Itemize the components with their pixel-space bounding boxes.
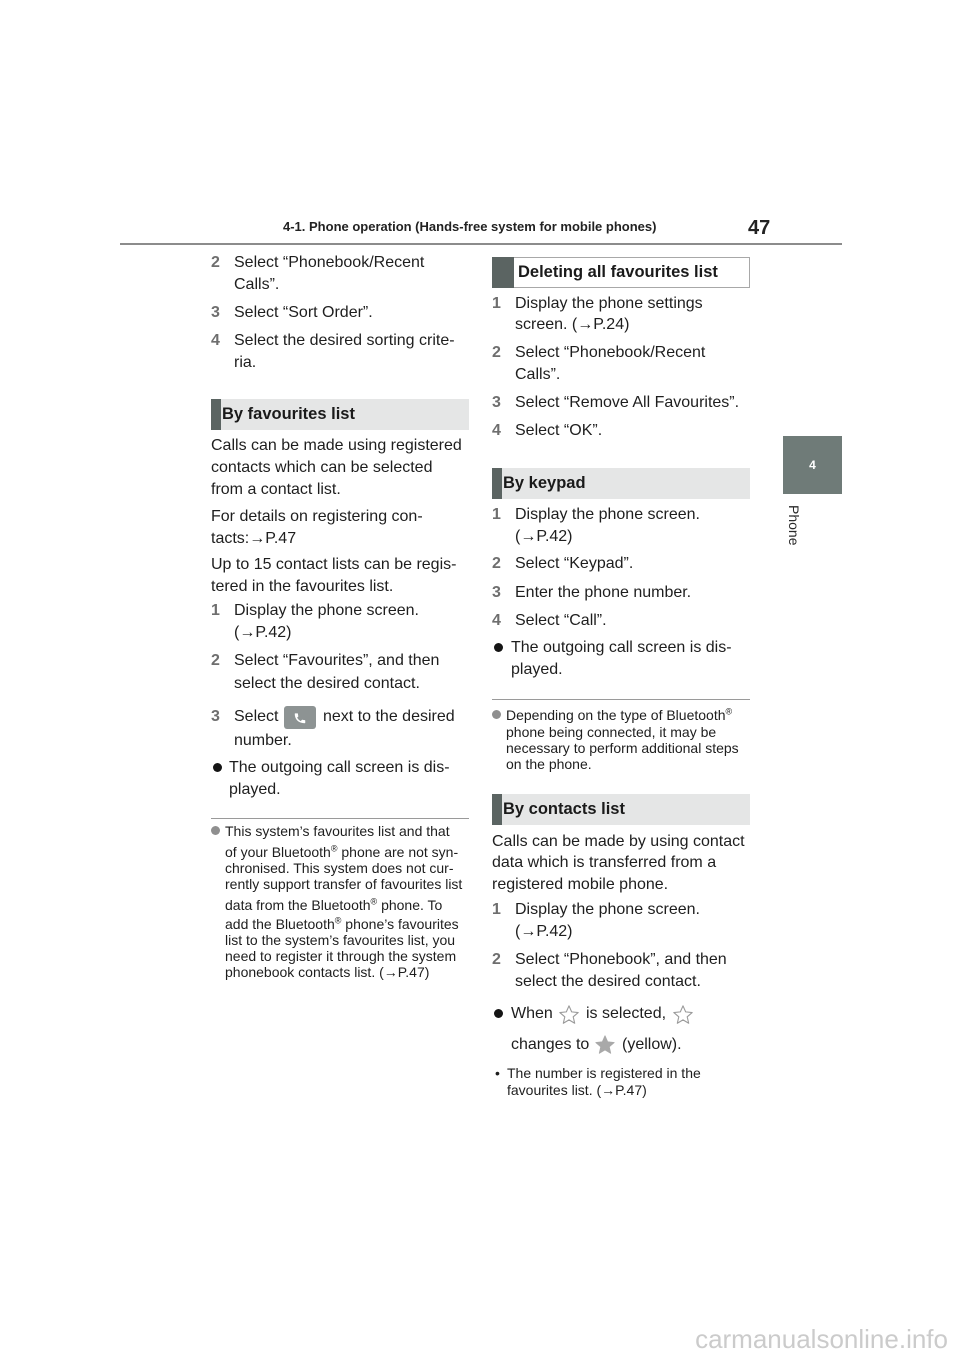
paragraph-line: Up to 15 contact lists can be regis- <box>211 556 457 573</box>
note-line: list to the system’s favourites list, you <box>225 932 456 948</box>
heading-text: By keypad <box>503 474 586 492</box>
step-text: ria. <box>234 354 257 371</box>
step-number: 3 <box>211 708 220 725</box>
step-text: (→P.42) <box>515 528 573 545</box>
step-text: Enter the phone number. <box>515 584 692 601</box>
note-line: phone being connected, it may be <box>506 724 717 740</box>
registered-mark: ® <box>334 915 342 926</box>
note-line <box>225 916 459 932</box>
chapter-number: 4 <box>809 458 816 472</box>
star-outline-icon <box>672 1004 694 1026</box>
step-text: Display the phone screen. <box>515 901 700 918</box>
heading-text: Deleting all favourites list <box>518 263 718 281</box>
note-line <box>506 707 732 723</box>
note-line: necessary to perform additional steps <box>506 740 739 756</box>
note-text: data from the Bluetooth <box>225 897 371 913</box>
note-line <box>225 844 458 860</box>
heading-bar <box>492 257 514 288</box>
step-number: 4 <box>492 612 501 629</box>
step-text: Display the phone screen. <box>234 602 419 619</box>
bullet-icon <box>494 643 503 652</box>
section-title: 4-1. Phone operation (Hands-free system for mobile phones) <box>283 219 657 234</box>
header-rule <box>120 243 842 245</box>
step-text: Select “OK”. <box>515 422 603 439</box>
step-number: 3 <box>492 394 501 411</box>
bullet-text: changes to <box>511 1036 590 1053</box>
step-number: 1 <box>492 295 501 312</box>
note-line: on the phone. <box>506 756 592 772</box>
note-line: chronised. This system does not cur- <box>225 860 454 876</box>
note-bullet-icon <box>211 826 220 835</box>
section-heading-favourites <box>211 399 469 430</box>
step-text: Select “Call”. <box>515 612 607 629</box>
step-text: next to the desired <box>323 708 455 725</box>
step-text: Select “Favourites”, and then <box>234 652 440 669</box>
sub-note-line: The number is registered in the <box>507 1065 701 1081</box>
bullet-text: played. <box>229 781 281 798</box>
bullet-text: The outgoing call screen is dis- <box>229 759 450 776</box>
step-text: select the desired contact. <box>515 973 701 990</box>
phone-icon <box>293 711 307 725</box>
note-text: Depending on the type of Bluetooth <box>506 707 726 723</box>
step-number: 2 <box>492 344 501 361</box>
paragraph-line: from a contact list. <box>211 481 341 498</box>
watermark: carmanualsonline.info <box>695 1324 948 1354</box>
step-number: 3 <box>211 304 220 321</box>
bullet-icon <box>494 1009 503 1018</box>
paragraph-line: For details on registering con- <box>211 508 423 525</box>
heading-bar <box>492 794 502 825</box>
step-text: Calls”. <box>515 366 561 383</box>
note-text: phone. To <box>377 897 443 913</box>
step-number: 4 <box>211 332 220 349</box>
step-text: Calls”. <box>234 276 280 293</box>
step-text: Display the phone screen. <box>515 506 700 523</box>
note-text: phone are not syn- <box>337 844 459 860</box>
step-number: 2 <box>211 254 220 271</box>
step-text: Display the phone settings <box>515 295 703 312</box>
section-heading-keypad <box>492 468 750 499</box>
note-line: phonebook contacts list. (→P.47) <box>225 964 430 980</box>
step-number: 3 <box>492 584 501 601</box>
heading-bar <box>211 399 221 430</box>
section-heading-delete-all <box>492 257 750 288</box>
bullet-text: When <box>511 1005 553 1022</box>
registered-mark: ® <box>370 896 378 907</box>
page-number: 47 <box>748 217 771 239</box>
paragraph-line: tacts:→P.47 <box>211 530 297 547</box>
step-text: (→P.42) <box>515 923 573 940</box>
paragraph-line: registered mobile phone. <box>492 876 669 893</box>
note-text: phone’s favourites <box>341 916 459 932</box>
note-text: of your Bluetooth <box>225 844 331 860</box>
step-text: Select the desired sorting crite- <box>234 332 455 349</box>
chapter-tab <box>783 436 842 494</box>
step-text: Select <box>234 708 279 725</box>
step-text: Select “Sort Order”. <box>234 304 373 321</box>
step-text: (→P.42) <box>234 624 292 641</box>
step-text: number. <box>234 732 292 749</box>
note-bullet-icon <box>492 710 501 719</box>
step-number: 2 <box>492 555 501 572</box>
note-divider <box>492 699 750 700</box>
chapter-label: Phone <box>786 505 802 546</box>
section-heading-contacts <box>492 794 750 825</box>
sub-note-line: favourites list. (→P.47) <box>507 1082 647 1098</box>
bullet-icon <box>213 763 222 772</box>
step-text: Select “Phonebook/Recent <box>515 344 706 361</box>
note-divider <box>211 818 469 819</box>
star-filled-icon <box>594 1034 616 1056</box>
registered-mark: ® <box>330 843 338 854</box>
bullet-text: (yellow). <box>622 1036 682 1053</box>
step-number: 2 <box>211 652 220 669</box>
step-text: select the desired contact. <box>234 675 420 692</box>
step-text: Select “Remove All Favourites”. <box>515 394 740 411</box>
step-text: Select “Phonebook/Recent <box>234 254 425 271</box>
note-line: need to register it through the system <box>225 948 457 964</box>
registered-mark: ® <box>725 706 733 717</box>
phone-call-button <box>284 706 316 729</box>
note-line: This system’s favourites list and that <box>225 823 450 839</box>
paragraph-line: Calls can be made using registered <box>211 437 462 454</box>
paragraph-line: data which is transferred from a <box>492 854 717 871</box>
sub-bullet-marker: • <box>495 1065 500 1081</box>
paragraph-line: Calls can be made by using contact <box>492 833 745 850</box>
step-number: 1 <box>211 602 220 619</box>
paragraph-line: tered in the favourites list. <box>211 578 394 595</box>
step-number: 1 <box>492 901 501 918</box>
bullet-text: The outgoing call screen is dis- <box>511 639 732 656</box>
paragraph-line: contacts which can be selected <box>211 459 433 476</box>
note-line: rently support transfer of favourites list <box>225 876 463 892</box>
step-number: 2 <box>492 951 501 968</box>
heading-text: By favourites list <box>222 405 355 423</box>
star-outline-icon <box>558 1004 580 1026</box>
note-text: add the Bluetooth <box>225 916 335 932</box>
bullet-text: played. <box>511 661 563 678</box>
step-number: 1 <box>492 506 501 523</box>
step-text: Select “Keypad”. <box>515 555 634 572</box>
heading-bar <box>492 468 502 499</box>
step-text: Select “Phonebook”, and then <box>515 951 727 968</box>
step-text: screen. (→P.24) <box>515 316 630 333</box>
step-number: 4 <box>492 422 501 439</box>
heading-text: By contacts list <box>503 800 625 818</box>
bullet-text: is selected, <box>586 1005 667 1022</box>
note-line <box>225 897 442 913</box>
